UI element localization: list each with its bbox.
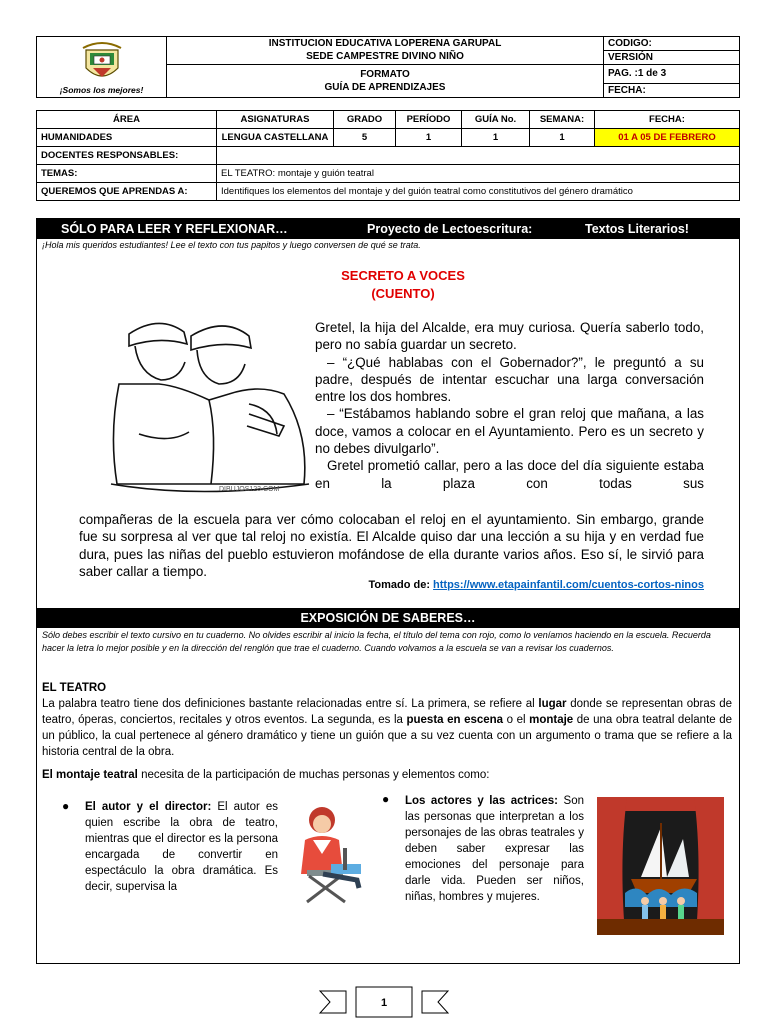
- montaje-rest: necesita de la participación de muchas personas y elementos como:: [137, 769, 490, 781]
- story-p1: Gretel, la hija del Alcalde, era muy curiosa. Quería saberlo todo, pero no sabía guardar un secreto.: [315, 320, 704, 353]
- institution-name: INSTITUCION EDUCATIVA LOPERENA GARUPAL: [268, 38, 502, 50]
- exposicion-bar: EXPOSICIÓN DE SABERES…: [37, 608, 739, 628]
- header-table: [36, 36, 740, 98]
- bullet-autor-text: El autor es quien escribe la obra de teatro, mientras que el director es la persona encargada de convertir en espectáculo la obra dramática. Es decir, supervisa la: [85, 801, 278, 893]
- col-asignaturas: ASIGNATURAS: [217, 111, 334, 129]
- version-cell: VERSIÓN: [604, 50, 740, 64]
- teatro-text-b: donde se representan obras de teatro, óperas, conciertos, recitales y otros eventos. La segunda, es la: [42, 698, 732, 726]
- story-p2: – “¿Qué hablabas con el Gobernador?”, le preguntó a su padre, después de intentar escuchar una larga conversación entre los dos hombres.: [315, 354, 704, 405]
- exposicion-note: Sólo debes escribir el texto cursivo en tu cuaderno. No olvides escribir al inicio la fecha, el título del tema con rojo, como lo veníamos haciendo en la escuela. Recuerda hacer la letra lo mejor posible y en la dirección del renglón que trae el cuaderno. Cuando volvamos a la escuela se van a revisar los cuadernos.: [42, 630, 711, 653]
- content-frame: [36, 218, 740, 964]
- reading-bar-right: Textos Literarios!: [585, 222, 689, 236]
- bullet-dot-icon: ●: [62, 799, 70, 813]
- story-title-line1: SECRETO A VOCES: [341, 268, 465, 283]
- story-p5: compañeras de la escuela para ver cómo colocaban el reloj en el ayuntamiento. Sin embargo, grande fue su sorpresa al ver que tal reloj no existía. El Alcalde quiso dar una lección a su hija y en verdad fue dura, pues las niñas del pueblo estuvieron mofándose de ella durante varios años. Eso sí, le sirvió para saber callar a tiempo.: [79, 512, 704, 579]
- aprendizaje-label: QUEREMOS QUE APRENDAS A:: [37, 183, 217, 201]
- col-fecha: FECHA:: [595, 111, 740, 129]
- guia-value: 1: [462, 129, 530, 147]
- bullet-actores: [405, 793, 584, 905]
- teatro-heading: EL TEATRO: [42, 682, 107, 694]
- bullet-autor: [85, 799, 278, 895]
- school-crest-icon: [79, 40, 125, 84]
- bullet-autor-title: El autor y el director:: [85, 801, 212, 813]
- bullet-dot-icon: ●: [382, 792, 390, 806]
- story-p3: – “Estábamos hablando sobre el gran reloj que mañana, a las doce, vamos a colocar en el Ayuntamiento. Pero es un secreto y no debes divulgarlo”.: [315, 406, 704, 457]
- info-table: [36, 110, 740, 201]
- teatro-bold-puesta: puesta en escena: [406, 714, 504, 726]
- col-semana: SEMANA:: [530, 111, 595, 129]
- montaje-line: [42, 769, 489, 781]
- logo-cell: [37, 37, 167, 98]
- source-link[interactable]: https://www.etapainfantil.com/cuentos-cortos-ninos: [433, 579, 704, 591]
- story-title-line2: (CUENTO): [371, 286, 435, 301]
- col-periodo: PERÍODO: [396, 111, 462, 129]
- fecha-header-cell: FECHA:: [604, 84, 740, 98]
- formato-label: FORMATO: [360, 68, 410, 80]
- source-label: Tomado de:: [368, 579, 430, 591]
- reading-bar-left: SÓLO PARA LEER Y REFLEXIONAR…: [61, 222, 288, 236]
- temas-value: EL TEATRO: montaje y guión teatral: [217, 165, 740, 183]
- school-slogan: ¡Somos los mejores!: [59, 85, 144, 95]
- col-grado: GRADO: [334, 111, 396, 129]
- director-chair-illustration: [287, 804, 375, 906]
- story-p4: Gretel prometió callar, pero a las doce del día siguiente estaba en la plaza con todas sus: [315, 458, 704, 491]
- reading-bar: [37, 219, 739, 239]
- page-number: 1: [380, 997, 388, 1009]
- teatro-paragraph: [42, 696, 732, 760]
- guia-label: GUÍA DE APRENDIZAJES: [324, 81, 446, 93]
- periodo-value: 1: [396, 129, 462, 147]
- area-value: HUMANIDADES: [37, 129, 217, 147]
- two-boys-whispering-illustration: [99, 314, 319, 499]
- illustration-watermark: DIBUJOS123.COM: [219, 486, 280, 493]
- source-line: [327, 579, 704, 591]
- docentes-value: [217, 147, 740, 165]
- story-title: [283, 267, 523, 303]
- grado-value: 5: [334, 129, 396, 147]
- col-guia: GUÍA No.: [462, 111, 530, 129]
- bullet-actores-text: Son las personas que interpretan a los personajes de las obras teatrales y deben saber expresar las emociones del personaje para darle vida. Pueden ser niños, niñas, hombres y mujeres.: [405, 795, 584, 903]
- teatro-bold-montaje: montaje: [529, 714, 574, 726]
- reading-bar-mid: Proyecto de Lectoescritura:: [367, 222, 533, 236]
- teatro-text-a: La palabra teatro tiene dos definiciones bastante relacionadas entre sí. La primera, se refiere al: [42, 698, 539, 710]
- teatro-text-d: de una obra teatral delante de un público, la cual pertenece al género dramático y tiene un guión que a su vez cuenta con un argumento o trama que se refiere a la historia central de la obra.: [42, 714, 732, 758]
- formato-cell: [167, 64, 604, 97]
- temas-label: TEMAS:: [37, 165, 217, 183]
- theater-stage-illustration: [597, 797, 724, 935]
- bullet-actores-title: Los actores y las actrices:: [405, 795, 559, 807]
- sede-name: SEDE CAMPESTRE DIVINO NIÑO: [306, 51, 464, 63]
- aprendizaje-value: Identifiques los elementos del montaje y del guión teatral como constitutivos del género dramático: [217, 183, 740, 201]
- teatro-text-c: o el: [503, 714, 530, 726]
- story-text: [315, 319, 704, 492]
- montaje-bold: El montaje teatral: [42, 769, 138, 781]
- fecha-value: 01 A 05 DE FEBRERO: [595, 129, 740, 147]
- institution-name-cell: [167, 37, 604, 65]
- teatro-bold-lugar: lugar: [538, 698, 567, 710]
- pagina-cell: PAG. :1 de 3: [604, 64, 740, 83]
- reading-intro: ¡Hola mis queridos estudiantes! Lee el texto con tus papitos y luego conversen de qué se trata.: [42, 240, 421, 250]
- codigo-cell: CODIGO:: [604, 37, 740, 51]
- semana-value: 1: [530, 129, 595, 147]
- asignatura-value: LENGUA CASTELLANA: [217, 129, 334, 147]
- docentes-label: DOCENTES RESPONSABLES:: [37, 147, 217, 165]
- col-area: ÁREA: [37, 111, 217, 129]
